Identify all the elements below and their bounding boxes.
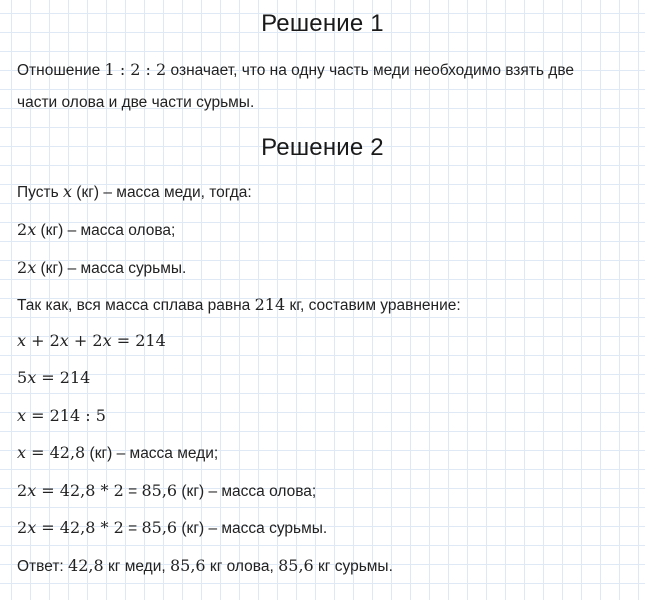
text: (кг) – масса сурьмы. <box>177 520 328 537</box>
text: означает, что на одну часть меди необходимо взять две <box>166 62 575 79</box>
ratio-value: 1 : 2 : 2 <box>104 60 167 79</box>
antimony-value: 85,6 <box>278 556 314 575</box>
coefficient: 2 <box>17 258 28 277</box>
copper-result-line <box>17 443 218 463</box>
equation-1 <box>17 331 166 350</box>
var-x: x <box>27 481 37 500</box>
text: кг олова, <box>205 558 279 575</box>
copper-value: 42,8 <box>68 556 104 575</box>
tin-result-line <box>17 481 316 501</box>
value: 85,6 <box>141 481 178 500</box>
var-x: x <box>17 443 27 462</box>
total-mass-line <box>17 295 461 315</box>
var-x: x <box>62 182 72 201</box>
equals: = <box>123 483 142 500</box>
tin-mass-line <box>17 220 175 240</box>
coefficient: 2 <box>17 481 28 500</box>
expression: = 42,8 * 2 <box>36 481 124 500</box>
text: (кг) – масса олова; <box>177 483 317 500</box>
text: кг меди, <box>103 558 170 575</box>
rhs: = 214 <box>111 331 166 350</box>
text: (кг) – масса меди; <box>85 445 219 462</box>
text: Так как, вся масса сплава равна <box>17 297 255 314</box>
text: кг сурьмы. <box>313 558 393 575</box>
answer-label: Ответ: <box>17 558 69 575</box>
ratio-explanation-line-2: части олова и две части сурьмы. <box>17 94 255 111</box>
equals: = <box>123 520 142 537</box>
var-x: x <box>59 331 69 350</box>
total-mass-value: 214 <box>254 295 286 314</box>
var-x: x <box>27 368 37 387</box>
coefficient: 2 <box>17 518 28 537</box>
var-x: x <box>27 518 37 537</box>
expression: = 42,8 * 2 <box>36 518 124 537</box>
value: 85,6 <box>141 518 178 537</box>
answer-line <box>17 556 393 576</box>
solution-2-heading: Решение 2 <box>261 134 384 161</box>
text: Отношение <box>17 62 105 79</box>
var-x: x <box>27 220 37 239</box>
rhs: = 214 <box>36 368 91 387</box>
coefficient: 2 <box>17 220 28 239</box>
text: (кг) – масса сурьмы. <box>36 260 187 277</box>
antimony-result-line <box>17 518 327 538</box>
text: кг, составим уравнение: <box>285 297 461 314</box>
equation-3 <box>17 406 106 425</box>
var-x: x <box>17 406 27 425</box>
solution-1-heading: Решение 1 <box>261 10 384 37</box>
equation-2 <box>17 368 90 387</box>
antimony-mass-line <box>17 258 186 278</box>
text: (кг) – масса олова; <box>36 222 176 239</box>
var-x: x <box>102 331 112 350</box>
tin-value: 85,6 <box>169 556 206 575</box>
text: Пусть <box>17 184 63 201</box>
coefficient: 5 <box>17 368 28 387</box>
text: (кг) – масса меди, тогда: <box>71 184 252 201</box>
rhs: = 214 : 5 <box>26 406 106 425</box>
var-x: x <box>17 331 27 350</box>
term: + 2 <box>26 331 60 350</box>
ratio-explanation-line-1 <box>17 60 574 80</box>
term: + 2 <box>68 331 103 350</box>
value: = 42,8 <box>26 443 86 462</box>
let-x-line <box>17 182 252 202</box>
var-x: x <box>27 258 37 277</box>
